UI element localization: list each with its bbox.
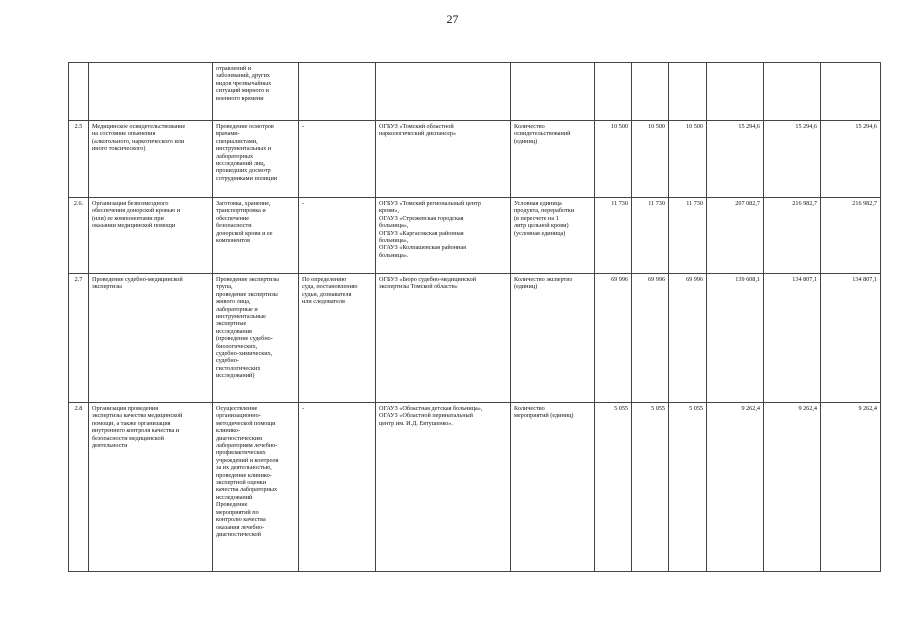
service-content-cell: Проведение осмотров врачами- специалистами, инструментальных и лабораторных исследований лиц, прошедших досмотр сотрудниками полиции bbox=[213, 121, 299, 198]
cost-cell: 9 262,4 bbox=[821, 403, 881, 572]
provider-cell bbox=[376, 63, 511, 121]
indicator-cell bbox=[511, 63, 595, 121]
indicator-cell: Количество мероприятий (единиц) bbox=[511, 403, 595, 572]
provider-cell: ОГБУЗ «Бюро судебно-медицинской экспертизы Томской области» bbox=[376, 274, 511, 403]
indicator-cell: Количество экспертиз (единиц) bbox=[511, 274, 595, 403]
conditions-cell: - bbox=[299, 121, 376, 198]
table-row bbox=[69, 198, 881, 274]
cost-cell: 216 982,7 bbox=[764, 198, 821, 274]
conditions-cell: По определению суда, постановлению судьи, дознавателя или следователя bbox=[299, 274, 376, 403]
provider-cell: ОГАУЗ «Областная детская больница», ОГАУЗ «Областной перинатальный центр им. И.Д. Евтушенко». bbox=[376, 403, 511, 572]
service-content-cell: отравлений и заболеваний, других видов чрезвычайных ситуаций мирного и военного времени bbox=[213, 63, 299, 121]
cost-cell: 15 294,6 bbox=[821, 121, 881, 198]
cost-cell: 134 807,1 bbox=[764, 274, 821, 403]
service-name-cell: Организация проведения экспертизы качества медицинской помощи, а также организация внутреннего контроля качества и безопасности медицинской деятельности bbox=[89, 403, 213, 572]
row-number-cell: 2.8 bbox=[69, 403, 89, 572]
cost-cell bbox=[764, 63, 821, 121]
service-content-cell: Проведение экспертизы трупа, проведение экспертизы живого лица, лабораторные и инструментальные экспертные исследования (проведение судебно- биологических, судебно-химических, судебно- гистологических исследований) bbox=[213, 274, 299, 403]
cost-cell: 216 982,7 bbox=[821, 198, 881, 274]
volume-cell bbox=[595, 63, 632, 121]
cost-cell: 9 262,4 bbox=[764, 403, 821, 572]
row-number-cell: 2.5 bbox=[69, 121, 89, 198]
volume-cell: 10 500 bbox=[669, 121, 707, 198]
conditions-cell: - bbox=[299, 403, 376, 572]
indicator-cell: Количество освидетельствований (единиц) bbox=[511, 121, 595, 198]
cost-cell: 134 807,1 bbox=[821, 274, 881, 403]
conditions-cell bbox=[299, 63, 376, 121]
volume-cell bbox=[632, 63, 669, 121]
volume-cell: 10 500 bbox=[632, 121, 669, 198]
cost-cell bbox=[821, 63, 881, 121]
page-number: 27 bbox=[446, 12, 459, 26]
service-content-cell: Заготовка, хранение, транспортировка и обеспечение безопасности донорской крови и ее компонентов bbox=[213, 198, 299, 274]
cost-cell: 207 082,7 bbox=[707, 198, 764, 274]
table-row bbox=[69, 274, 881, 403]
row-number-cell: 2.6. bbox=[69, 198, 89, 274]
volume-cell: 5 055 bbox=[595, 403, 632, 572]
service-name-cell: Проведение судебно-медицинской экспертизы bbox=[89, 274, 213, 403]
provider-cell: ОГБУЗ «Томский региональный центр крови», ОГАУЗ «Стрежевская городская больница», ОГБУЗ «Каргасокская районная больница», ОГАУЗ «Колпашевская районная больница». bbox=[376, 198, 511, 274]
volume-cell: 69 996 bbox=[632, 274, 669, 403]
service-name-cell: Организация безвозмездного обеспечения донорской кровью и (или) ее компонентами при оказании медицинской помощи bbox=[89, 198, 213, 274]
cost-cell: 9 262,4 bbox=[707, 403, 764, 572]
cost-cell: 15 294,6 bbox=[764, 121, 821, 198]
volume-cell: 69 996 bbox=[595, 274, 632, 403]
volume-cell: 5 055 bbox=[669, 403, 707, 572]
row-number-cell: 2.7 bbox=[69, 274, 89, 403]
cost-cell bbox=[707, 63, 764, 121]
conditions-cell: - bbox=[299, 198, 376, 274]
volume-cell: 11 730 bbox=[595, 198, 632, 274]
table-row bbox=[69, 63, 881, 121]
volume-cell bbox=[669, 63, 707, 121]
provider-cell: ОГБУЗ «Томский областной наркологический диспансер» bbox=[376, 121, 511, 198]
table-row bbox=[69, 403, 881, 572]
volume-cell: 11 730 bbox=[669, 198, 707, 274]
service-name-cell bbox=[89, 63, 213, 121]
service-content-cell: Осуществление организационно- методической помощи клинико- диагностическим лабораториям лечебно- профилактических учреждений и контроля за их деятельностью, проведение клинико- экспертной оценки качества лабораторных исследований Проведение мероприятий по контролю качества оказания лечебно- диагностической bbox=[213, 403, 299, 572]
row-number-cell bbox=[69, 63, 89, 121]
volume-cell: 11 730 bbox=[632, 198, 669, 274]
volume-cell: 5 055 bbox=[632, 403, 669, 572]
cost-cell: 139 608,1 bbox=[707, 274, 764, 403]
cost-cell: 15 294,6 bbox=[707, 121, 764, 198]
volume-cell: 69 996 bbox=[669, 274, 707, 403]
services-table bbox=[68, 62, 881, 572]
table-row bbox=[69, 121, 881, 198]
volume-cell: 10 500 bbox=[595, 121, 632, 198]
indicator-cell: Условная единица продукта, переработки (в пересчете на 1 литр цельной крови) (условная единица) bbox=[511, 198, 595, 274]
service-name-cell: Медицинское освидетельствование на состояние опьянения (алкогольного, наркотического или иного токсического) bbox=[89, 121, 213, 198]
